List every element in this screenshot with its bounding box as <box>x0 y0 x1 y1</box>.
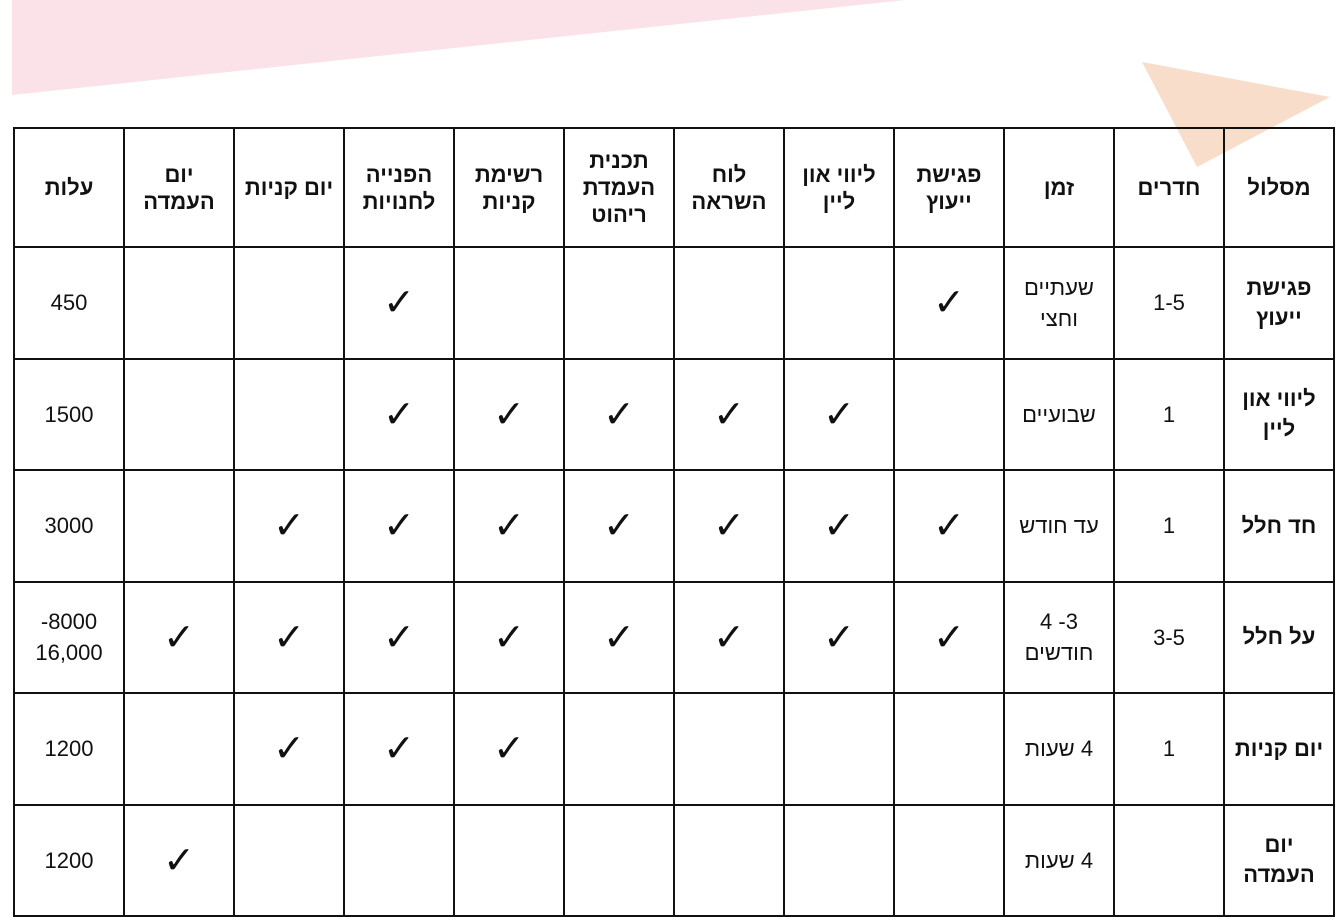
row-rooms: 3-5 <box>1114 582 1224 694</box>
row-track-name: חד חלל <box>1224 470 1334 582</box>
check-icon: ✓ <box>894 470 1004 582</box>
col-header-furniture-plan: תכנית העמדת ריהוט <box>564 128 674 247</box>
table-row <box>14 359 1334 471</box>
empty-cell <box>674 693 784 805</box>
row-track-name: יום קניות <box>1224 693 1334 805</box>
row-track-name: פגישת ייעוץ <box>1224 247 1334 359</box>
empty-cell <box>564 693 674 805</box>
empty-cell <box>124 470 234 582</box>
empty-cell <box>784 693 894 805</box>
empty-cell <box>784 805 894 917</box>
check-icon: ✓ <box>784 359 894 471</box>
table-row <box>14 582 1334 694</box>
check-icon: ✓ <box>234 470 344 582</box>
empty-cell <box>454 247 564 359</box>
row-price: 8000- 16,000 <box>14 582 124 694</box>
col-header-shopping-day: יום קניות <box>234 128 344 247</box>
row-rooms: 1 <box>1114 359 1224 471</box>
check-icon: ✓ <box>564 582 674 694</box>
col-header-time: זמן <box>1004 128 1114 247</box>
col-header-online-support: ליווי און ליין <box>784 128 894 247</box>
row-time: שבועיים <box>1004 359 1114 471</box>
check-icon: ✓ <box>344 582 454 694</box>
empty-cell <box>674 247 784 359</box>
check-icon: ✓ <box>674 359 784 471</box>
check-icon: ✓ <box>894 582 1004 694</box>
table-row <box>14 805 1334 917</box>
row-time: 4 שעות <box>1004 693 1114 805</box>
check-icon: ✓ <box>564 470 674 582</box>
check-icon: ✓ <box>344 693 454 805</box>
col-header-cost: עלות <box>14 128 124 247</box>
check-icon: ✓ <box>454 359 564 471</box>
row-rooms: 1 <box>1114 693 1224 805</box>
check-icon: ✓ <box>124 582 234 694</box>
check-icon: ✓ <box>674 582 784 694</box>
col-header-track: מסלול <box>1224 128 1334 247</box>
check-icon: ✓ <box>344 470 454 582</box>
check-icon: ✓ <box>234 693 344 805</box>
row-time: עד חודש <box>1004 470 1114 582</box>
row-track-name: על חלל <box>1224 582 1334 694</box>
check-icon: ✓ <box>894 247 1004 359</box>
col-header-consultation: פגישת ייעוץ <box>894 128 1004 247</box>
empty-cell <box>124 693 234 805</box>
empty-cell <box>564 805 674 917</box>
check-icon: ✓ <box>454 582 564 694</box>
pink-band-shape <box>12 0 905 95</box>
col-header-store-referral: הפנייה לחנויות <box>344 128 454 247</box>
check-icon: ✓ <box>674 470 784 582</box>
empty-cell <box>234 805 344 917</box>
row-time: 3- 4 חודשים <box>1004 582 1114 694</box>
table-row <box>14 693 1334 805</box>
row-rooms <box>1114 805 1224 917</box>
col-header-rooms: חדרים <box>1114 128 1224 247</box>
empty-cell <box>784 247 894 359</box>
empty-cell <box>124 247 234 359</box>
check-icon: ✓ <box>344 247 454 359</box>
empty-cell <box>564 247 674 359</box>
row-rooms: 1-5 <box>1114 247 1224 359</box>
empty-cell <box>894 805 1004 917</box>
pricing-table <box>13 127 1335 917</box>
row-time: שעתיים וחצי <box>1004 247 1114 359</box>
empty-cell <box>234 247 344 359</box>
empty-cell <box>454 805 564 917</box>
check-icon: ✓ <box>124 805 234 917</box>
empty-cell <box>674 805 784 917</box>
row-price: 1200 <box>14 805 124 917</box>
row-track-name: יום העמדה <box>1224 805 1334 917</box>
empty-cell <box>344 805 454 917</box>
empty-cell <box>894 693 1004 805</box>
check-icon: ✓ <box>784 582 894 694</box>
check-icon: ✓ <box>454 470 564 582</box>
empty-cell <box>234 359 344 471</box>
col-header-shopping-list: רשימת קניות <box>454 128 564 247</box>
row-track-name: ליווי און ליין <box>1224 359 1334 471</box>
empty-cell <box>124 359 234 471</box>
check-icon: ✓ <box>234 582 344 694</box>
row-time: 4 שעות <box>1004 805 1114 917</box>
check-icon: ✓ <box>344 359 454 471</box>
col-header-staging-day: יום העמדה <box>124 128 234 247</box>
row-price: 1200 <box>14 693 124 805</box>
row-price: 1500 <box>14 359 124 471</box>
row-price: 450 <box>14 247 124 359</box>
table-row <box>14 470 1334 582</box>
check-icon: ✓ <box>454 693 564 805</box>
row-price: 3000 <box>14 470 124 582</box>
empty-cell <box>894 359 1004 471</box>
col-header-mood-board: לוח השראה <box>674 128 784 247</box>
check-icon: ✓ <box>784 470 894 582</box>
check-icon: ✓ <box>564 359 674 471</box>
header-row <box>14 128 1334 247</box>
table-row <box>14 247 1334 359</box>
row-rooms: 1 <box>1114 470 1224 582</box>
